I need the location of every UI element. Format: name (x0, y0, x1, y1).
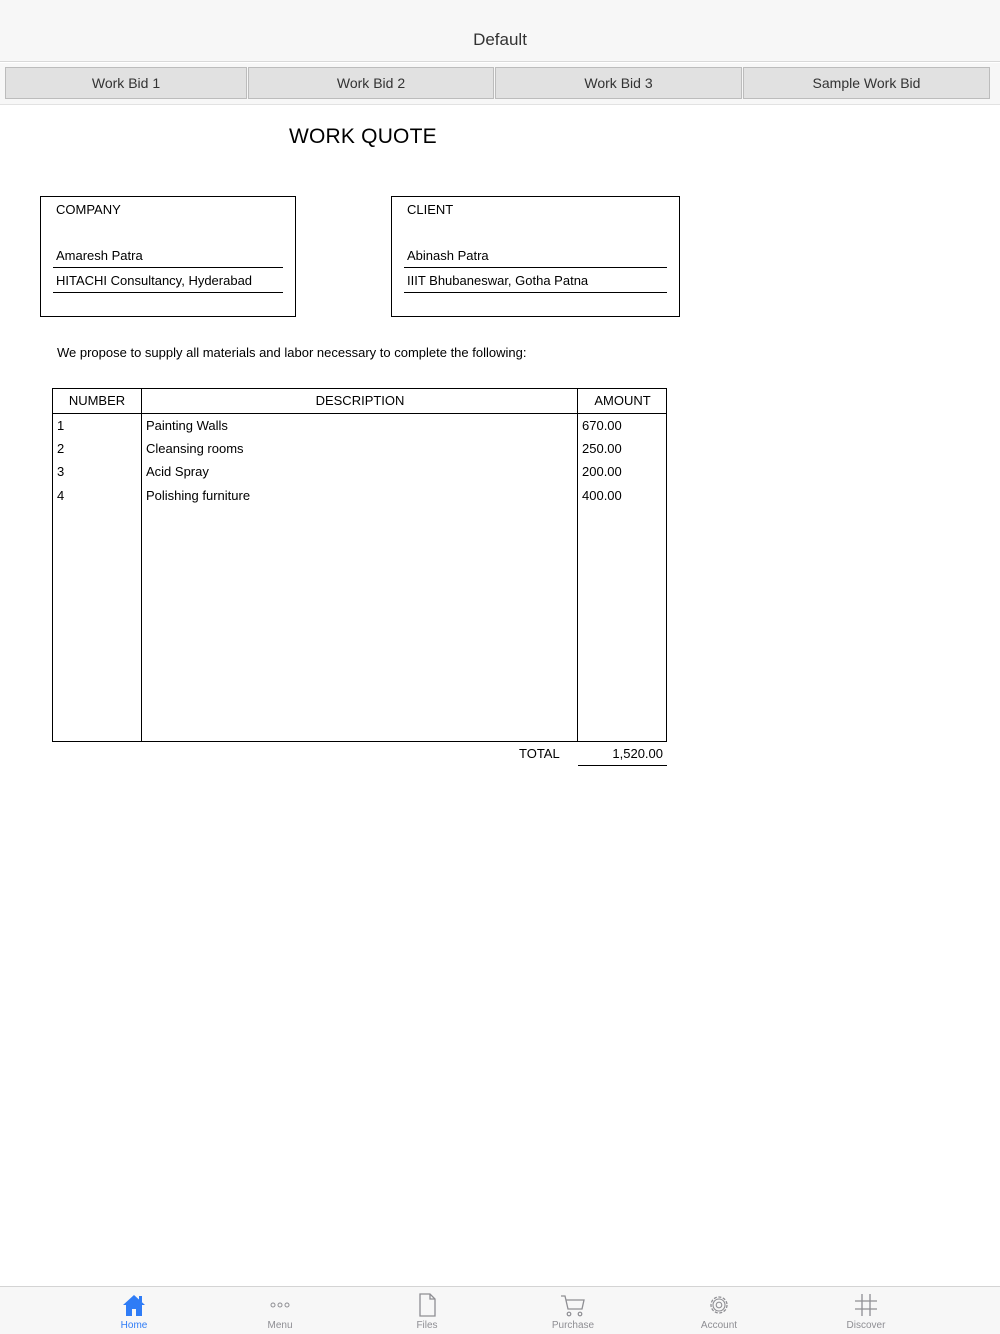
hashtag-icon (852, 1292, 880, 1318)
tabbar-item-purchase[interactable] (523, 1287, 623, 1334)
tabbar-label: Discover (846, 1320, 886, 1331)
company-label: COMPANY (56, 202, 121, 217)
bid-tabs (0, 63, 1000, 105)
row-amount: 670.00 (582, 418, 622, 433)
header-divider (53, 413, 666, 414)
row-description: Acid Spray (146, 464, 209, 479)
page-title: Default (473, 30, 527, 49)
bottom-tab-bar (0, 1286, 1000, 1334)
row-description: Polishing furniture (146, 488, 251, 503)
row-amount: 250.00 (582, 441, 622, 456)
tabbar-item-account[interactable] (669, 1287, 769, 1334)
row-number: 4 (57, 488, 65, 503)
column-divider (141, 389, 142, 741)
tabbar-item-discover[interactable] (816, 1287, 916, 1334)
total-underline (578, 765, 667, 766)
column-divider (577, 389, 578, 741)
tab-sample-work-bid[interactable]: Sample Work Bid (743, 67, 990, 99)
tabbar-label: Files (416, 1320, 438, 1331)
column-header-number: NUMBER (68, 393, 126, 408)
home-icon (120, 1292, 148, 1318)
client-box (391, 196, 680, 317)
tabbar-label: Home (120, 1320, 148, 1331)
more-dots-icon (266, 1292, 294, 1318)
client-name-rule (404, 267, 667, 268)
row-number: 2 (57, 441, 65, 456)
tabbar-label: Account (700, 1320, 738, 1331)
tabbar-item-files[interactable] (377, 1287, 477, 1334)
client-address: IIIT Bhubaneswar, Gotha Patna (407, 273, 589, 288)
client-label: CLIENT (407, 202, 454, 217)
row-number: 3 (57, 464, 65, 479)
tab-work-bid-1[interactable]: Work Bid 1 (5, 67, 247, 99)
tab-work-bid-2[interactable]: Work Bid 2 (248, 67, 494, 99)
company-box (40, 196, 296, 317)
company-name: Amaresh Patra (56, 248, 143, 263)
column-header-amount: AMOUNT (594, 393, 651, 408)
tabbar-label: Purchase (551, 1320, 595, 1331)
tabbar-item-menu[interactable] (230, 1287, 330, 1334)
navigation-bar (0, 0, 1000, 62)
tab-work-bid-3[interactable]: Work Bid 3 (495, 67, 742, 99)
company-address: HITACHI Consultancy, Hyderabad (56, 273, 253, 288)
items-table (52, 388, 667, 742)
row-description: Painting Walls (146, 418, 228, 433)
total-label: TOTAL (519, 746, 560, 761)
column-header-description: DESCRIPTION (315, 393, 405, 408)
client-name: Abinash Patra (407, 248, 489, 263)
tabbar-item-home[interactable] (84, 1287, 184, 1334)
total-value: 1,520.00 (612, 746, 663, 761)
document-title: WORK QUOTE (289, 125, 437, 148)
company-name-rule (53, 267, 283, 268)
tabbar-label: Menu (267, 1320, 293, 1331)
row-amount: 200.00 (582, 464, 622, 479)
proposal-intro-text: We propose to supply all materials and labor necessary to complete the following: (57, 345, 527, 360)
gear-icon (705, 1292, 733, 1318)
row-number: 1 (57, 418, 65, 433)
row-amount: 400.00 (582, 488, 622, 503)
row-description: Cleansing rooms (146, 441, 244, 456)
client-address-rule (404, 292, 667, 293)
file-icon (413, 1292, 441, 1318)
cart-icon (559, 1292, 587, 1318)
company-address-rule (53, 292, 283, 293)
